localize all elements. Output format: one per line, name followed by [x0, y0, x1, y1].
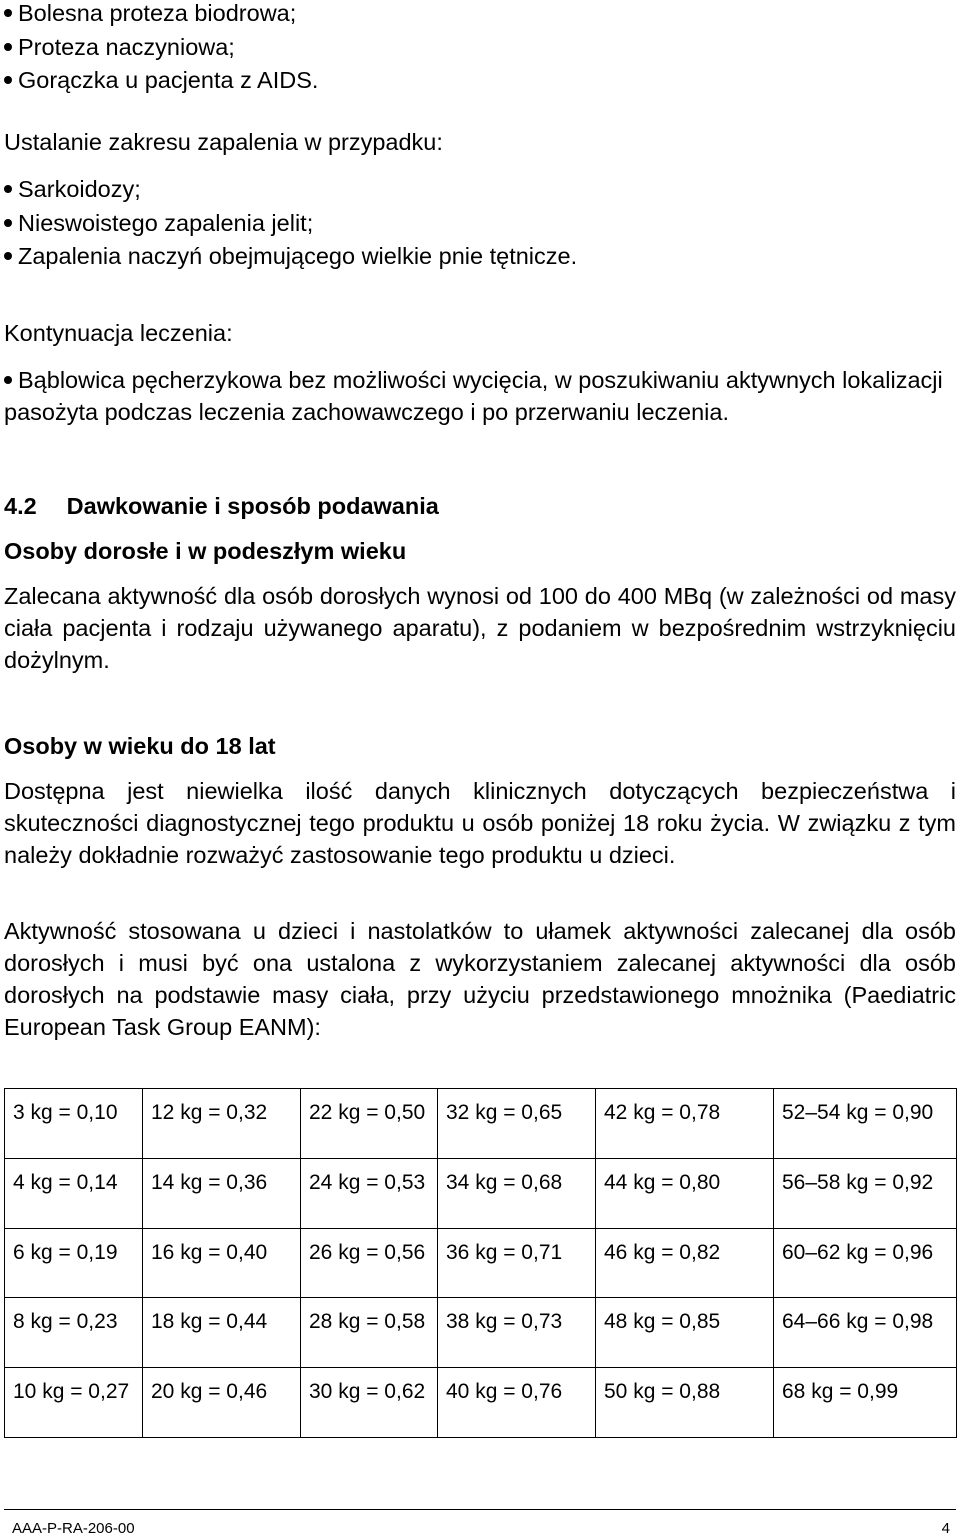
- table-cell: 10 kg = 0,27: [5, 1368, 143, 1438]
- table-cell: 34 kg = 0,68: [438, 1158, 596, 1228]
- section-number: 4.2: [4, 493, 37, 519]
- table-cell: 40 kg = 0,76: [438, 1368, 596, 1438]
- bullet-icon: [4, 43, 12, 51]
- list-item: [4, 34, 235, 61]
- list-item-text: Bolesna proteza biodrowa;: [18, 0, 297, 26]
- table-cell: 3 kg = 0,10: [5, 1089, 143, 1159]
- bullet-icon: [4, 9, 12, 17]
- table-row: [5, 1089, 957, 1159]
- table-cell: 8 kg = 0,23: [5, 1298, 143, 1368]
- list-item-text: Proteza naczyniowa;: [18, 34, 235, 60]
- children-text-2: Aktywność stosowana u dzieci i nastolatków to ułamek aktywności zalecanej dla osób dorosłych i musi być ona ustalona z wykorzystaniem zalecanej aktywności dla osób dorosłych na podstawie masy ciała, przy użyciu przedstawionego mnożnika (Paediatric European Task Group EANM):: [4, 918, 956, 1040]
- list-item: [4, 67, 318, 94]
- table-cell: 32 kg = 0,65: [438, 1089, 596, 1159]
- list-item: [4, 364, 956, 428]
- table-cell: 24 kg = 0,53: [301, 1158, 438, 1228]
- bullet-icon: [4, 219, 12, 227]
- children-text-1: Dostępna jest niewielka ilość danych klinicznych dotyczących bezpieczeństwa i skuteczności diagnostycznej tego produktu u osób poniżej 18 roku życia. W związku z tym należy dokładnie rozważyć zastosowanie tego produktu u dzieci.: [4, 778, 956, 868]
- table-cell: 48 kg = 0,85: [596, 1298, 774, 1368]
- table-row: [5, 1228, 957, 1298]
- adults-heading: Osoby dorosłe i w podeszłym wieku: [4, 538, 407, 564]
- table-cell: 36 kg = 0,71: [438, 1228, 596, 1298]
- footer-divider: [4, 1509, 956, 1510]
- table-cell: 68 kg = 0,99: [774, 1368, 957, 1438]
- table-cell: 20 kg = 0,46: [143, 1368, 301, 1438]
- list-item-text: Gorączka u pacjenta z AIDS.: [18, 67, 319, 93]
- list-item-text: Sarkoidozy;: [18, 176, 141, 202]
- table-cell: 4 kg = 0,14: [5, 1158, 143, 1228]
- list-item-text: Bąblowica pęcherzykowa bez możliwości wycięcia, w poszukiwaniu aktywnych lokalizacji pasożyta podczas leczenia zachowawczego i po przerwaniu leczenia.: [4, 367, 943, 425]
- list-item: [4, 176, 141, 203]
- bullet-icon: [4, 76, 12, 84]
- table-cell: 56–58 kg = 0,92: [774, 1158, 957, 1228]
- table-row: [5, 1298, 957, 1368]
- list-item: [4, 243, 577, 270]
- table-cell: 64–66 kg = 0,98: [774, 1298, 957, 1368]
- table-cell: 30 kg = 0,62: [301, 1368, 438, 1438]
- table-row: [5, 1158, 957, 1228]
- list-item-text: Zapalenia naczyń obejmującego wielkie pnie tętnicze.: [18, 243, 578, 269]
- heading-range: Ustalanie zakresu zapalenia w przypadku:: [4, 129, 443, 155]
- bullet-icon: [4, 252, 12, 260]
- table-cell: 26 kg = 0,56: [301, 1228, 438, 1298]
- bullet-icon: [4, 376, 12, 384]
- section-heading: [4, 493, 439, 520]
- list-item-text: Nieswoistego zapalenia jelit;: [18, 210, 314, 236]
- table-cell: 14 kg = 0,36: [143, 1158, 301, 1228]
- children-heading: Osoby w wieku do 18 lat: [4, 733, 276, 759]
- bullet-icon: [4, 185, 12, 193]
- table-cell: 6 kg = 0,19: [5, 1228, 143, 1298]
- list-item: [4, 210, 313, 237]
- table-cell: 28 kg = 0,58: [301, 1298, 438, 1368]
- table-cell: 60–62 kg = 0,96: [774, 1228, 957, 1298]
- adults-text: Zalecana aktywność dla osób dorosłych wynosi od 100 do 400 MBq (w zależności od masy ciała pacjenta i rodzaju używanego aparatu), z podaniem w bezpośrednim wstrzyknięciu dożylnym.: [4, 583, 956, 673]
- table-cell: 16 kg = 0,40: [143, 1228, 301, 1298]
- table-cell: 38 kg = 0,73: [438, 1298, 596, 1368]
- table-cell: 22 kg = 0,50: [301, 1089, 438, 1159]
- table-cell: 44 kg = 0,80: [596, 1158, 774, 1228]
- dose-multiplier-table: [4, 1088, 957, 1438]
- table-cell: 42 kg = 0,78: [596, 1089, 774, 1159]
- table-cell: 52–54 kg = 0,90: [774, 1089, 957, 1159]
- footer-code: AAA-P-RA-206-00: [12, 1520, 135, 1537]
- page-number: 4: [941, 1520, 950, 1537]
- table-row: [5, 1368, 957, 1438]
- table-cell: 18 kg = 0,44: [143, 1298, 301, 1368]
- table-cell: 12 kg = 0,32: [143, 1089, 301, 1159]
- table-cell: 50 kg = 0,88: [596, 1368, 774, 1438]
- section-title: Dawkowanie i sposób podawania: [66, 493, 439, 519]
- list-item: [4, 0, 296, 27]
- table-cell: 46 kg = 0,82: [596, 1228, 774, 1298]
- heading-continuation: Kontynuacja leczenia:: [4, 320, 233, 346]
